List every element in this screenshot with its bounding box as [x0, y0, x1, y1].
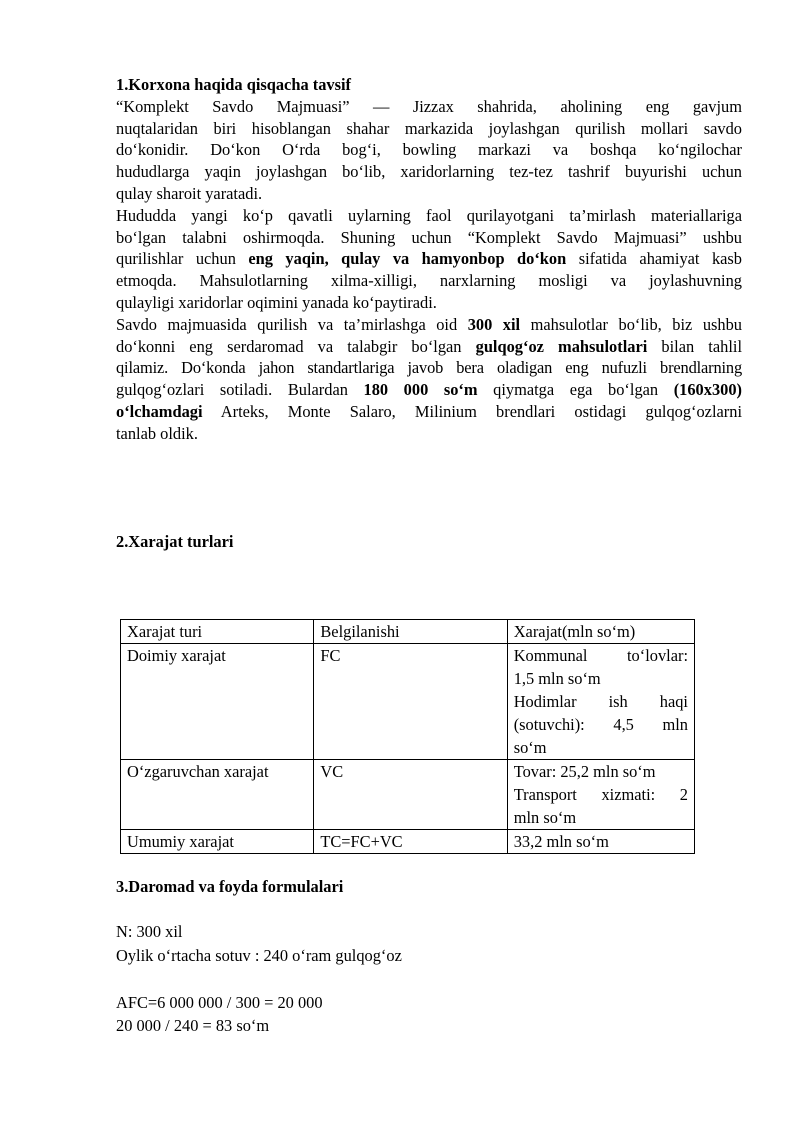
bold-text: 300 xil: [467, 314, 521, 334]
bold-text: gulqog‘oz mahsulotlari: [475, 336, 648, 356]
table-row: [121, 830, 695, 854]
text-line: bo‘lgan talabni oshirmoqda. Shuning uchun “Komplekt Savdo Majmuasi” ushbu: [116, 227, 742, 247]
text-line: qulayligi xaridorlar oqimini yanada ko‘paytiradi.: [116, 292, 437, 312]
table-header-cell: Xarajat turi: [121, 620, 314, 644]
text-line: [116, 401, 742, 423]
cell-line: so‘m: [513, 738, 547, 758]
text-line: Hududda yangi ko‘p qavatli uylarning faol qurilayotgani ta’mirlash materiallariga: [116, 205, 742, 225]
table-header-row: [121, 620, 695, 644]
table-row: [121, 644, 695, 760]
text-line: do‘konidir. Do‘kon O‘rda bog‘i, bowling markazi va boshqa ko‘ngilochar: [116, 140, 742, 160]
table-header-cell: Belgilanishi: [314, 620, 507, 644]
table-header-cell: Xarajat(mln so‘m): [507, 620, 694, 644]
bold-text: o‘lchamdagi: [116, 401, 203, 421]
document-page: [116, 74, 742, 1038]
text-run: mahsulotlar bo‘lib, biz ushbu: [520, 314, 742, 334]
cell-line: (sotuvchi): 4,5 mln: [513, 715, 688, 735]
text-line: qulay sharoit yaratadi.: [116, 183, 263, 203]
text-line: qilamiz. Do‘konda jahon standartlariga javob bera oladigan eng nufuzli brendlarning: [116, 358, 742, 378]
text-line: [116, 379, 742, 401]
text-line: hududlarga yaqin joylashgan bo‘lib, xaridorlarning tez-tez tashrif buyurishi uchun: [116, 162, 742, 182]
text-line: N: 300 xil: [116, 922, 183, 942]
table-cell: O‘zgaruvchan xarajat: [121, 760, 314, 830]
text-run: Savdo majmuasida qurilish va ta’mirlashga oid: [116, 314, 468, 334]
text-line: AFC=6 000 000 / 300 = 20 000: [116, 992, 323, 1012]
table-cell: [507, 760, 694, 830]
text-line: Oylik o‘rtacha sotuv : 240 o‘ram gulqog‘oz: [116, 945, 402, 965]
cell-line: Kommunal to‘lovlar:: [513, 646, 688, 666]
text-run: do‘konni eng serdaromad va talabgir bo‘lgan: [116, 336, 476, 356]
bold-text: (160x300): [673, 380, 742, 400]
table-cell: [507, 644, 694, 760]
table-row: [121, 760, 695, 830]
table-cell: VC: [314, 760, 507, 830]
text-line: [116, 248, 742, 270]
cell-line: mln so‘m: [513, 808, 577, 828]
paragraph-2: [116, 205, 742, 314]
section-1-heading: 1.Korxona haqida qisqacha tavsif: [116, 75, 351, 94]
text-run: qiymatga ega bo‘lgan: [477, 380, 674, 400]
text-line: “Komplekt Savdo Majmuasi” — Jizzax shahrida, aholining eng gavjum: [116, 96, 742, 116]
text-run: qurilishlar uchun: [116, 249, 249, 269]
paragraph-3: [116, 314, 742, 445]
cell-line: Hodimlar ish haqi: [513, 692, 688, 712]
text-line: [116, 314, 742, 336]
section-3-heading: 3.Daromad va foyda formulalari: [116, 877, 344, 897]
text-line: nuqtalaridan biri hisoblangan shahar markazida joylashgan qurilish mollari savdo: [116, 118, 742, 138]
cell-line: Transport xizmati: 2: [513, 785, 688, 805]
text-run: Arteks, Monte Salaro, Milinium brendlari ostidagi gulqog‘ozlarni: [202, 401, 742, 421]
formula-block: [116, 920, 742, 1038]
cell-line: 1,5 mln so‘m: [513, 669, 601, 689]
text-line: etmoqda. Mahsulotlarning xilma-xilligi, narxlarning mosligi va joylashuvning: [116, 271, 742, 291]
bold-text: 180 000 so‘m: [363, 380, 478, 400]
table-cell: Doimiy xarajat: [121, 644, 314, 760]
bold-text: eng yaqin, qulay va hamyonbop do‘kon: [248, 249, 567, 269]
cell-line: Tovar: 25,2 mln so‘m: [513, 762, 656, 782]
table-cell: Umumiy xarajat: [121, 830, 314, 854]
text-line: [116, 336, 742, 358]
section-2-heading: 2.Xarajat turlari: [116, 531, 234, 551]
table-cell: FC: [314, 644, 507, 760]
table-cell: TC=FC+VC: [314, 830, 507, 854]
text-run: gulqog‘ozlari sotiladi. Bulardan: [116, 380, 364, 400]
text-line: 20 000 / 240 = 83 so‘m: [116, 1016, 270, 1036]
paragraph-1: [116, 96, 742, 205]
text-line: tanlab oldik.: [116, 423, 198, 443]
text-run: bilan tahlil: [647, 336, 742, 356]
text-run: sifatida ahamiyat kasb: [566, 249, 742, 269]
table-cell: 33,2 mln so‘m: [507, 830, 694, 854]
expense-table: [120, 619, 695, 854]
